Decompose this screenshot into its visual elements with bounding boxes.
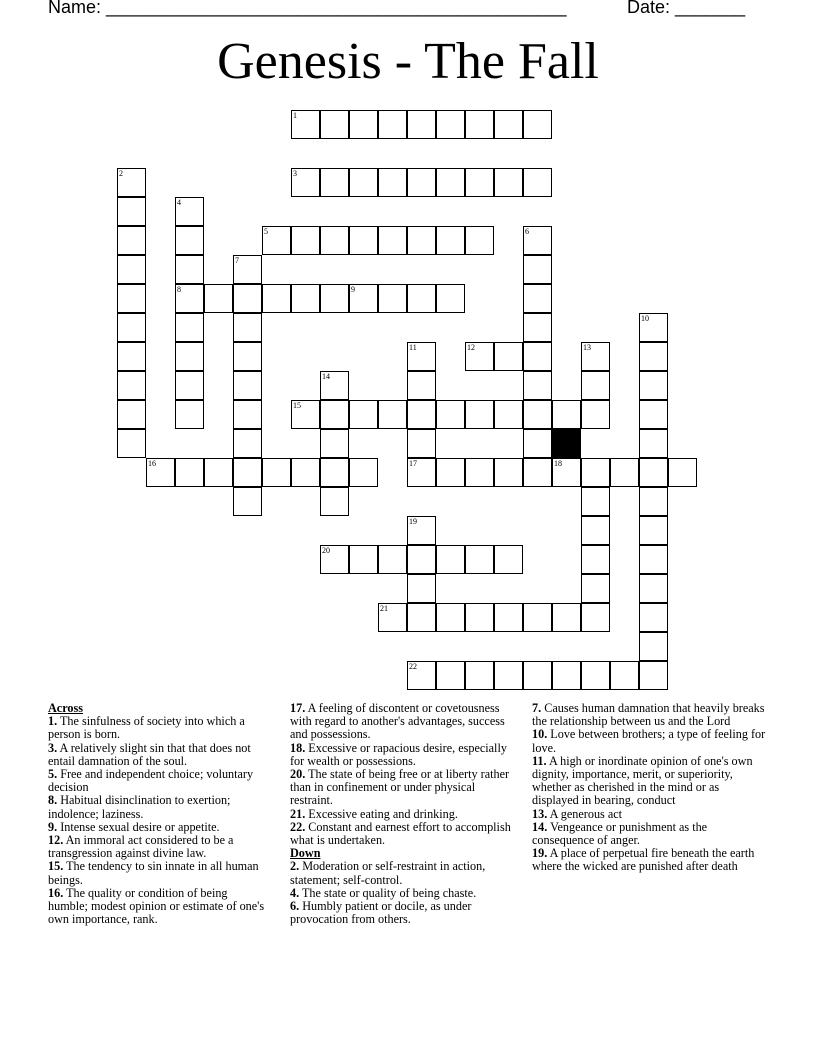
crossword-cell[interactable] xyxy=(639,545,668,574)
crossword-cell[interactable] xyxy=(494,168,523,197)
crossword-cell[interactable] xyxy=(407,429,436,458)
clue-number: 10 xyxy=(641,314,649,323)
crossword-cell[interactable] xyxy=(291,110,320,139)
crossword-cell[interactable] xyxy=(407,226,436,255)
clue-number: 22 xyxy=(409,662,417,671)
crossword-cell[interactable] xyxy=(175,400,204,429)
crossword-cell[interactable] xyxy=(349,545,378,574)
crossword-cell[interactable] xyxy=(175,342,204,371)
clue-number: 7 xyxy=(235,256,239,265)
crossword-cell[interactable] xyxy=(523,400,552,429)
crossword-cell[interactable] xyxy=(523,255,552,284)
crossword-cell[interactable] xyxy=(407,516,436,545)
crossword-cell[interactable] xyxy=(262,458,291,487)
crossword-cell[interactable] xyxy=(581,545,610,574)
crossword-cell[interactable] xyxy=(610,661,639,690)
crossword-cell[interactable] xyxy=(465,226,494,255)
page-title: Genesis - The Fall xyxy=(217,33,599,90)
crossword-cell[interactable] xyxy=(523,313,552,342)
crossword-cell[interactable] xyxy=(117,168,146,197)
crossword-cell[interactable] xyxy=(117,342,146,371)
crossword-cell[interactable] xyxy=(175,226,204,255)
clue-down-4: 4. The state or quality of being chaste. xyxy=(290,885,477,900)
crossword-cell[interactable] xyxy=(233,284,262,313)
crossword-cell[interactable] xyxy=(523,429,552,458)
crossword-cell[interactable] xyxy=(407,284,436,313)
crossword-cell[interactable] xyxy=(204,284,233,313)
down-heading: Down xyxy=(290,846,321,861)
crossword-cell[interactable] xyxy=(233,255,262,284)
clue-across-15: 15. The tendency to sin innate in all human beings. xyxy=(48,859,259,887)
crossword-cell[interactable] xyxy=(378,226,407,255)
crossword-cell[interactable] xyxy=(262,226,291,255)
crossword-cell[interactable] xyxy=(436,603,465,632)
crossword-cell[interactable] xyxy=(349,458,378,487)
clue-number: 21 xyxy=(380,604,388,613)
crossword-cell[interactable] xyxy=(320,545,349,574)
crossword-cell[interactable] xyxy=(523,603,552,632)
crossword-cell[interactable] xyxy=(349,110,378,139)
crossword-cell[interactable] xyxy=(494,545,523,574)
clue-number: 2 xyxy=(119,169,123,178)
crossword-cell[interactable] xyxy=(581,603,610,632)
crossword-cell[interactable] xyxy=(465,400,494,429)
clue-across-22: 22. Constant and earnest effort to accomplish what is undertaken. xyxy=(290,819,511,848)
crossword-cell[interactable] xyxy=(117,197,146,226)
crossword-cell[interactable] xyxy=(465,110,494,139)
clue-column-3 xyxy=(532,702,768,874)
clue-across-9: 9. Intense sexual desire or appetite. xyxy=(48,819,220,834)
crossword-cell[interactable] xyxy=(175,197,204,226)
crossword-cell[interactable] xyxy=(407,458,436,487)
crossword-cell[interactable] xyxy=(378,110,407,139)
clue-number: 16 xyxy=(148,459,156,468)
clue-number: 18 xyxy=(554,459,562,468)
clue-across-21: 21. Excessive eating and drinking. xyxy=(290,806,458,821)
crossword-cell[interactable] xyxy=(146,458,175,487)
crossword-cell[interactable] xyxy=(378,400,407,429)
crossword-cell[interactable] xyxy=(436,545,465,574)
crossword-cell[interactable] xyxy=(233,342,262,371)
clue-down-10: 10. Love between brothers; a type of feeling for love. xyxy=(532,727,766,755)
crossword-cell[interactable] xyxy=(465,661,494,690)
crossword-cell[interactable] xyxy=(407,110,436,139)
clue-down-14: 14. Vengeance or punishment as the consequence of anger. xyxy=(532,819,708,848)
crossword-cell[interactable] xyxy=(465,458,494,487)
crossword-cell[interactable] xyxy=(523,371,552,400)
crossword-cell[interactable] xyxy=(639,603,668,632)
crossword-cell[interactable] xyxy=(523,168,552,197)
clue-number: 1 xyxy=(293,111,297,120)
clue-number: 15 xyxy=(293,401,301,410)
clue-number: 5 xyxy=(264,227,268,236)
clue-number: 3 xyxy=(293,169,297,178)
clue-across-18: 18. Excessive or rapacious desire, especially for wealth or possessions. xyxy=(290,740,507,768)
clue-across-1: 1. The sinfulness of society into which a person is born. xyxy=(48,714,245,742)
crossword-cell[interactable] xyxy=(639,661,668,690)
crossword-cell[interactable] xyxy=(639,313,668,342)
crossword-cell[interactable] xyxy=(117,400,146,429)
crossword-cell[interactable] xyxy=(523,458,552,487)
clue-down-6: 6. Humbly patient or docile, as under provocation from others. xyxy=(290,899,472,927)
crossword-cell[interactable] xyxy=(639,400,668,429)
crossword-cell[interactable] xyxy=(349,226,378,255)
crossword-cell[interactable] xyxy=(233,458,262,487)
crossword-cell[interactable] xyxy=(117,226,146,255)
crossword-cell[interactable] xyxy=(581,458,610,487)
crossword-cell[interactable] xyxy=(639,429,668,458)
crossword-cell[interactable] xyxy=(436,226,465,255)
crossword-cell[interactable] xyxy=(233,400,262,429)
crossword-cell[interactable] xyxy=(581,661,610,690)
crossword-cell[interactable] xyxy=(639,574,668,603)
black-cell xyxy=(552,429,581,458)
name-field-label: Name: ______________________________________________ xyxy=(48,0,567,17)
crossword-cell[interactable] xyxy=(436,661,465,690)
crossword-cell[interactable] xyxy=(436,284,465,313)
crossword-cell[interactable] xyxy=(407,603,436,632)
clue-number: 20 xyxy=(322,546,330,555)
clue-number: 9 xyxy=(351,285,355,294)
crossword-cell[interactable] xyxy=(175,255,204,284)
clue-across-20: 20. The state of being free or at liberty rather than in confinement or under physical restraint. xyxy=(290,767,510,808)
clue-number: 19 xyxy=(409,517,417,526)
clue-down-19: 19. A place of perpetual fire beneath the earth where the wicked are punished after death xyxy=(532,846,755,874)
crossword-cell[interactable] xyxy=(581,574,610,603)
clue-down-7: 7. Causes human damnation that heavily breaks the relationship between us and the Lord xyxy=(532,701,765,729)
clue-number: 12 xyxy=(467,343,475,352)
crossword-cell[interactable] xyxy=(117,429,146,458)
clue-across-5: 5. Free and independent choice; voluntary decision xyxy=(48,767,254,795)
crossword-cell[interactable] xyxy=(639,371,668,400)
crossword-cell[interactable] xyxy=(436,400,465,429)
clue-across-16: 16. The quality or condition of being humble; modest opinion or estimate of one's own importance, rank. xyxy=(48,885,265,927)
crossword-cell[interactable] xyxy=(581,487,610,516)
clue-down-2: 2. Moderation or self-restraint in action, statement; self-control. xyxy=(290,859,486,887)
crossword-cell[interactable] xyxy=(320,429,349,458)
crossword-cell[interactable] xyxy=(320,110,349,139)
crossword-cell[interactable] xyxy=(436,110,465,139)
crossword-cell[interactable] xyxy=(233,371,262,400)
crossword-cell[interactable] xyxy=(175,458,204,487)
crossword-cell[interactable] xyxy=(494,342,523,371)
crossword-cell[interactable] xyxy=(378,603,407,632)
crossword-cell[interactable] xyxy=(436,458,465,487)
clue-number: 8 xyxy=(177,285,181,294)
clue-across-3: 3. A relatively slight sin that that does not entail damnation of the soul. xyxy=(48,740,251,768)
clue-column-1 xyxy=(48,702,270,926)
crossword-cell[interactable] xyxy=(320,371,349,400)
crossword-cell[interactable] xyxy=(320,400,349,429)
crossword-cell[interactable] xyxy=(320,458,349,487)
crossword-cell[interactable] xyxy=(465,545,494,574)
crossword-cell[interactable] xyxy=(552,603,581,632)
crossword-cell[interactable] xyxy=(378,168,407,197)
crossword-cell[interactable] xyxy=(349,400,378,429)
clue-across-12: 12. An immoral act considered to be a transgression against divine law. xyxy=(48,833,234,861)
clue-number: 11 xyxy=(409,343,417,352)
crossword-cell[interactable] xyxy=(349,168,378,197)
clue-number: 13 xyxy=(583,343,591,352)
crossword-cell[interactable] xyxy=(262,284,291,313)
crossword-cell[interactable] xyxy=(465,342,494,371)
crossword-cell[interactable] xyxy=(465,603,494,632)
crossword-cell[interactable] xyxy=(204,458,233,487)
crossword-cell[interactable] xyxy=(175,371,204,400)
crossword-cell[interactable] xyxy=(320,487,349,516)
clue-number: 17 xyxy=(409,459,417,468)
crossword-cell[interactable] xyxy=(494,110,523,139)
crossword-cell[interactable] xyxy=(407,371,436,400)
crossword-cell[interactable] xyxy=(523,110,552,139)
crossword-cell[interactable] xyxy=(320,168,349,197)
crossword-cell[interactable] xyxy=(407,574,436,603)
crossword-cell[interactable] xyxy=(581,400,610,429)
crossword-cell[interactable] xyxy=(233,429,262,458)
crossword-cell[interactable] xyxy=(552,400,581,429)
crossword-cell[interactable] xyxy=(407,168,436,197)
crossword-cell[interactable] xyxy=(581,342,610,371)
crossword-cell[interactable] xyxy=(639,632,668,661)
crossword-cell[interactable] xyxy=(233,313,262,342)
crossword-cell[interactable] xyxy=(291,168,320,197)
crossword-cell[interactable] xyxy=(465,168,494,197)
crossword-cell[interactable] xyxy=(291,458,320,487)
crossword-cell[interactable] xyxy=(610,458,639,487)
crossword-cell[interactable] xyxy=(407,545,436,574)
crossword-cell[interactable] xyxy=(494,603,523,632)
crossword-cell[interactable] xyxy=(581,516,610,545)
crossword-cell[interactable] xyxy=(349,284,378,313)
crossword-cell[interactable] xyxy=(639,458,668,487)
crossword-cell[interactable] xyxy=(523,284,552,313)
crossword-cell[interactable] xyxy=(291,284,320,313)
crossword-cell[interactable] xyxy=(639,487,668,516)
crossword-cell[interactable] xyxy=(117,371,146,400)
clue-number: 14 xyxy=(322,372,330,381)
crossword-cell[interactable] xyxy=(117,313,146,342)
crossword-cell[interactable] xyxy=(378,545,407,574)
crossword-cell[interactable] xyxy=(523,342,552,371)
crossword-cell[interactable] xyxy=(117,255,146,284)
crossword-cell[interactable] xyxy=(291,226,320,255)
crossword-cell[interactable] xyxy=(436,168,465,197)
crossword-cell[interactable] xyxy=(175,313,204,342)
across-heading: Across xyxy=(48,701,83,715)
crossword-cell[interactable] xyxy=(407,661,436,690)
clue-down-11: 11. A high or inordinate opinion of one's own dignity, importance, merit, or superiority, whether as cherished in the mind or as displayed in bearing, conduct xyxy=(532,753,753,808)
crossword-cell[interactable] xyxy=(378,284,407,313)
crossword-cell[interactable] xyxy=(407,342,436,371)
crossword-cell[interactable] xyxy=(494,400,523,429)
clue-number: 6 xyxy=(525,227,529,236)
clue-column-2 xyxy=(290,702,518,926)
crossword-cell[interactable] xyxy=(552,661,581,690)
crossword-cell[interactable] xyxy=(233,487,262,516)
crossword-cell[interactable] xyxy=(639,342,668,371)
clue-down-13: 13. A generous act xyxy=(532,806,623,821)
crossword-cell[interactable] xyxy=(581,371,610,400)
crossword-cell[interactable] xyxy=(320,226,349,255)
crossword-cell[interactable] xyxy=(291,400,320,429)
clue-across-17: 17. A feeling of discontent or covetousness with regard to another's advantages, success and possessions. xyxy=(290,701,505,742)
crossword-cell[interactable] xyxy=(668,458,697,487)
crossword-cell[interactable] xyxy=(523,226,552,255)
crossword-cell[interactable] xyxy=(320,284,349,313)
crossword-cell[interactable] xyxy=(552,458,581,487)
crossword-cell[interactable] xyxy=(407,400,436,429)
crossword-cell[interactable] xyxy=(117,284,146,313)
crossword-cell[interactable] xyxy=(494,661,523,690)
clue-across-8: 8. Habitual disinclination to exertion; indolence; laziness. xyxy=(48,793,231,821)
crossword-cell[interactable] xyxy=(639,516,668,545)
crossword-cell[interactable] xyxy=(523,661,552,690)
clue-number: 4 xyxy=(177,198,181,207)
crossword-cell[interactable] xyxy=(494,458,523,487)
date-field-label: Date: _______ xyxy=(627,0,746,17)
crossword-cell[interactable] xyxy=(175,284,204,313)
